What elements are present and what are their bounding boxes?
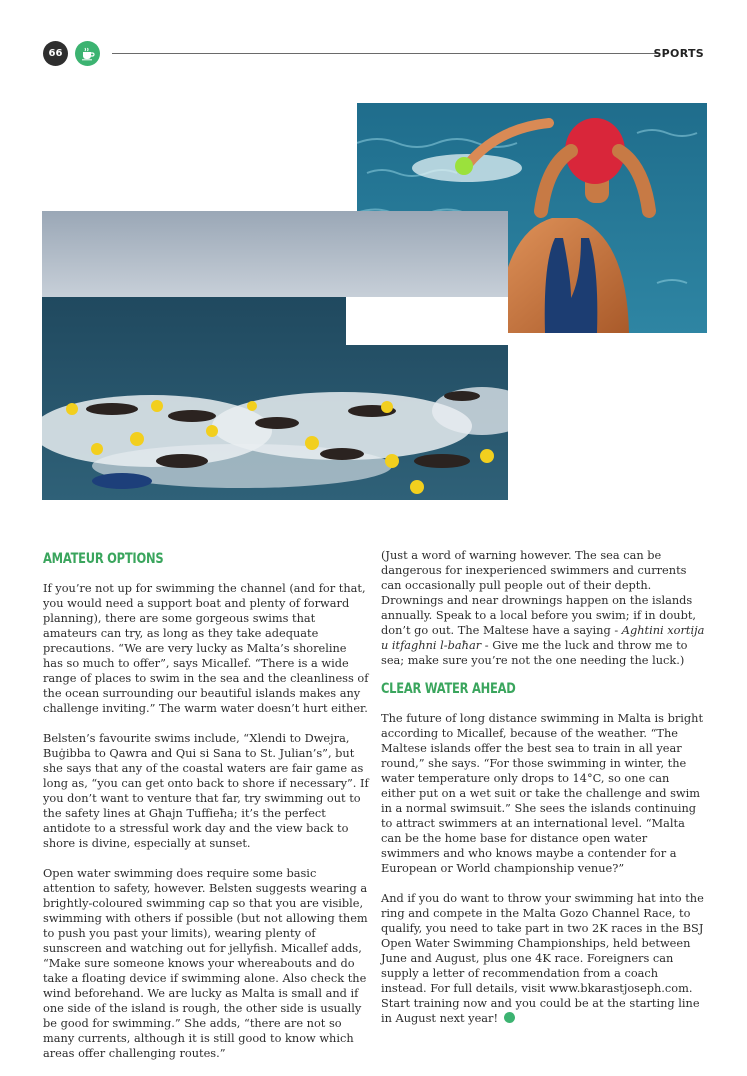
maltese-saying: Aghtini xortija u itfaghni l-baħar: [381, 623, 705, 652]
article-paragraph: The future of long distance swimming in Malta is bright according to Micallef, because of the weather. “The Maltese islands offer the best sea to train in all year round,” she says. “For those swimming in winter, the water temperature only drops to 14°C, so one can either put on a wet suit or take the challenge and swim in a normal swimsuit.” She sees the islands continuing to attract swimmers at an international level. “Malta can be the home base for distance open water swimmers and who knows maybe a contender for a European or World championship venue?”: [381, 711, 704, 875]
section-label: SPORTS: [653, 47, 704, 60]
clear-water-ahead-heading: CLEAR WATER AHEAD: [381, 681, 516, 697]
header-rule: [112, 53, 660, 54]
article-paragraph: Belsten’s favourite swims include, “Xlendi to Dwejra, Buġibba to Qawra and Qui si Sana to St. Julian’s”, but she says that any of the coastal waters are fair game as long as, “you can get onto back to shore if necessary”. If you don’t want to venture that far, try swimming out to the safety lines at Għajn Tuffieħa; it’s the perfect antidote to a stressful work day and the view back to shore is divine, especially at sunset.: [43, 731, 369, 850]
warning-text: (Just a word of warning however. The sea can be dangerous for inexperienced swimmers and currents can occasionally pull people out of their depth. Drownings and near drownings happen on the islands annually. Speak to a local before you swim; if in doubt, don’t go out. The Maltese have a saying -: [381, 548, 697, 637]
end-mark-icon: [504, 1012, 515, 1023]
left-column: [43, 548, 369, 1076]
article-paragraph: If you’re not up for swimming the channel (and for that, you would need a support boat and plenty of forward planning), there are some gorgeous swims that amateurs can try, as long as they take adequate precautions. “We are very lucky as Malta’s shoreline has so much to offer”, says Micallef. “There is a wide range of places to swim in the sea and the cleanliness of the ocean surrounding our beautiful islands makes any challenge inviting.” The warm water doesn’t hurt either.: [43, 581, 369, 715]
article-paragraph: Open water swimming does require some basic attention to safety, however. Belsten suggests wearing a brightly-coloured swimming cap so that you are visible, swimming with others if possible (but not allowing them to push you past your limits), wearing plenty of sunscreen and watching out for jellyfish. Micallef adds, “Make sure someone knows your whereabouts and do take a floating device if swimming alone. Also check the wind beforehand. We are lucky as Malta is small and if one side of the island is rough, the other side is usually be good for swimming.” She adds, “there are not so many currents, although it is still good to know which areas offer challenging routes.”: [43, 866, 368, 1060]
right-column: [381, 548, 707, 1041]
page-number: 66: [43, 41, 68, 66]
amateur-options-heading: AMATEUR OPTIONS: [43, 551, 164, 567]
warning-text-end: - Give me the luck and throw me to sea; make sure you’re not the one needing the luck.): [381, 638, 688, 667]
open-water-race-photo: [42, 211, 508, 500]
warning-paragraph: [381, 548, 707, 668]
article-paragraph: [381, 891, 707, 1026]
coffee-cup-icon: [75, 41, 100, 66]
closing-text: And if you do want to throw your swimming hat into the ring and compete in the Malta Gozo Channel Race, to qualify, you need to take part in two 2K races in the BSJ Open Water Swimming Championships, held between June and August, plus one 4K race. Foreigners can supply a letter of recommendation from a coach instead. For full details, visit www.bkarastjoseph.com. Start training now and you could be at the starting line in August next year!: [381, 891, 704, 1025]
